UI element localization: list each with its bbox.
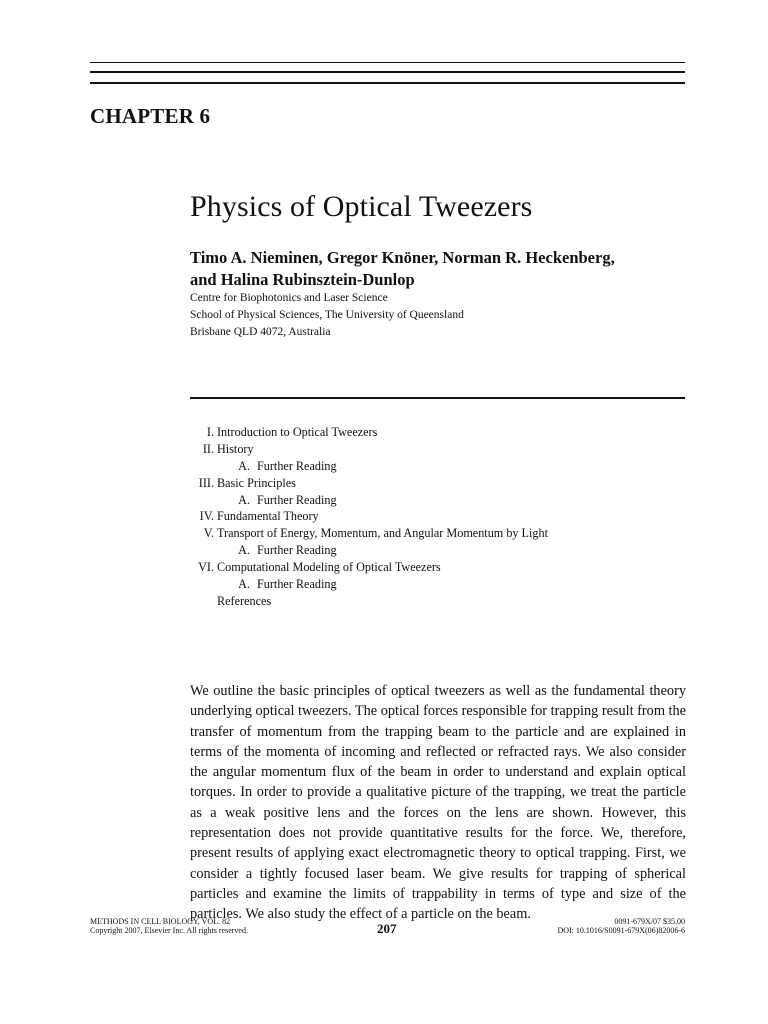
header-rule-thin [90, 62, 685, 63]
toc-number: V. [203, 526, 214, 541]
paper-title: Physics of Optical Tweezers [190, 190, 533, 223]
toc-number: A. [238, 458, 250, 473]
authors-line-1: Timo A. Nieminen, Gregor Knöner, Norman R. Heckenberg, [190, 248, 615, 267]
toc-subentry[interactable] [170, 458, 670, 475]
toc-title: Basic Principles [217, 475, 296, 490]
toc-number: II. [202, 441, 214, 456]
footer-right [557, 917, 685, 935]
chapter-label: CHAPTER 6 [90, 104, 211, 128]
toc-entry[interactable] [170, 508, 670, 525]
toc-title: Further Reading [257, 577, 337, 592]
affiliation-line: Centre for Biophotonics and Laser Science [190, 292, 388, 304]
toc-entry[interactable] [170, 424, 670, 441]
affiliation-line: School of Physical Sciences, The University of Queensland [190, 309, 464, 321]
table-of-contents [170, 424, 670, 610]
footer-issn-price: 0091-679X/07 $35.00 [614, 917, 685, 926]
footer-copyright: Copyright 2007, Elsevier Inc. All rights reserved. [90, 926, 248, 935]
toc-title: Further Reading [257, 458, 337, 473]
toc-title: Introduction to Optical Tweezers [217, 425, 378, 439]
section-divider [190, 397, 685, 399]
toc-number: III. [198, 475, 214, 490]
toc-number: VI. [198, 560, 214, 575]
toc-title: History [217, 441, 254, 456]
toc-entry[interactable] [170, 559, 670, 576]
header-rule-middle [90, 71, 685, 73]
toc-subentry[interactable] [170, 576, 670, 593]
toc-title: References [217, 593, 272, 608]
toc-entry-references[interactable] [170, 593, 670, 610]
toc-entry[interactable] [170, 525, 670, 542]
footer-series: METHODS IN CELL BIOLOGY, VOL. 82 [90, 917, 231, 926]
toc-title: Fundamental Theory [217, 509, 319, 524]
toc-entry[interactable] [170, 475, 670, 492]
toc-number: A. [238, 543, 250, 558]
footer-left [90, 917, 248, 935]
toc-number: IV. [199, 509, 214, 524]
toc-title: Further Reading [257, 492, 337, 507]
toc-title: Computational Modeling of Optical Tweezers [217, 560, 441, 575]
authors-line-2: and Halina Rubinsztein-Dunlop [190, 270, 415, 289]
toc-number: I. [206, 425, 214, 439]
toc-subentry[interactable] [170, 492, 670, 509]
header-rule-bottom [90, 82, 685, 84]
toc-subentry[interactable] [170, 542, 670, 559]
page-number: 207 [377, 921, 397, 936]
footer-doi[interactable]: DOI: 10.1016/S0091-679X(06)82006-6 [557, 926, 685, 935]
toc-number: A. [238, 577, 250, 592]
toc-title: Transport of Energy, Momentum, and Angular Momentum by Light [217, 526, 548, 541]
toc-title: Further Reading [257, 543, 337, 558]
toc-entry[interactable] [170, 441, 670, 458]
affiliation-line: Brisbane QLD 4072, Australia [190, 326, 331, 338]
toc-number: A. [238, 492, 250, 507]
abstract-paragraph: We outline the basic principles of optical tweezers as well as the fundamental theory underlying optical tweezers. The optical forces responsible for trapping result from the transfer of momentum from the trapping beam to the particle and are explained in terms of the momenta of incoming and reflected or refracted rays. We also consider the angular momentum flux of the beam in order to understand and explain optical torques. In order to provide a qualitative picture of the trapping, we treat the particle as a weak positive lens and the forces on the lens are shown. However, this representation does not provide quantitative results for the force. We, therefore, present results of applying exact electromagnetic theory to optical trapping. First, we consider a tightly focused laser beam. We give results for trapping of spherical particles and examine the limits of trappability in terms of type and size of the particles. We also study the effect of a particle on the beam. [190, 683, 686, 923]
